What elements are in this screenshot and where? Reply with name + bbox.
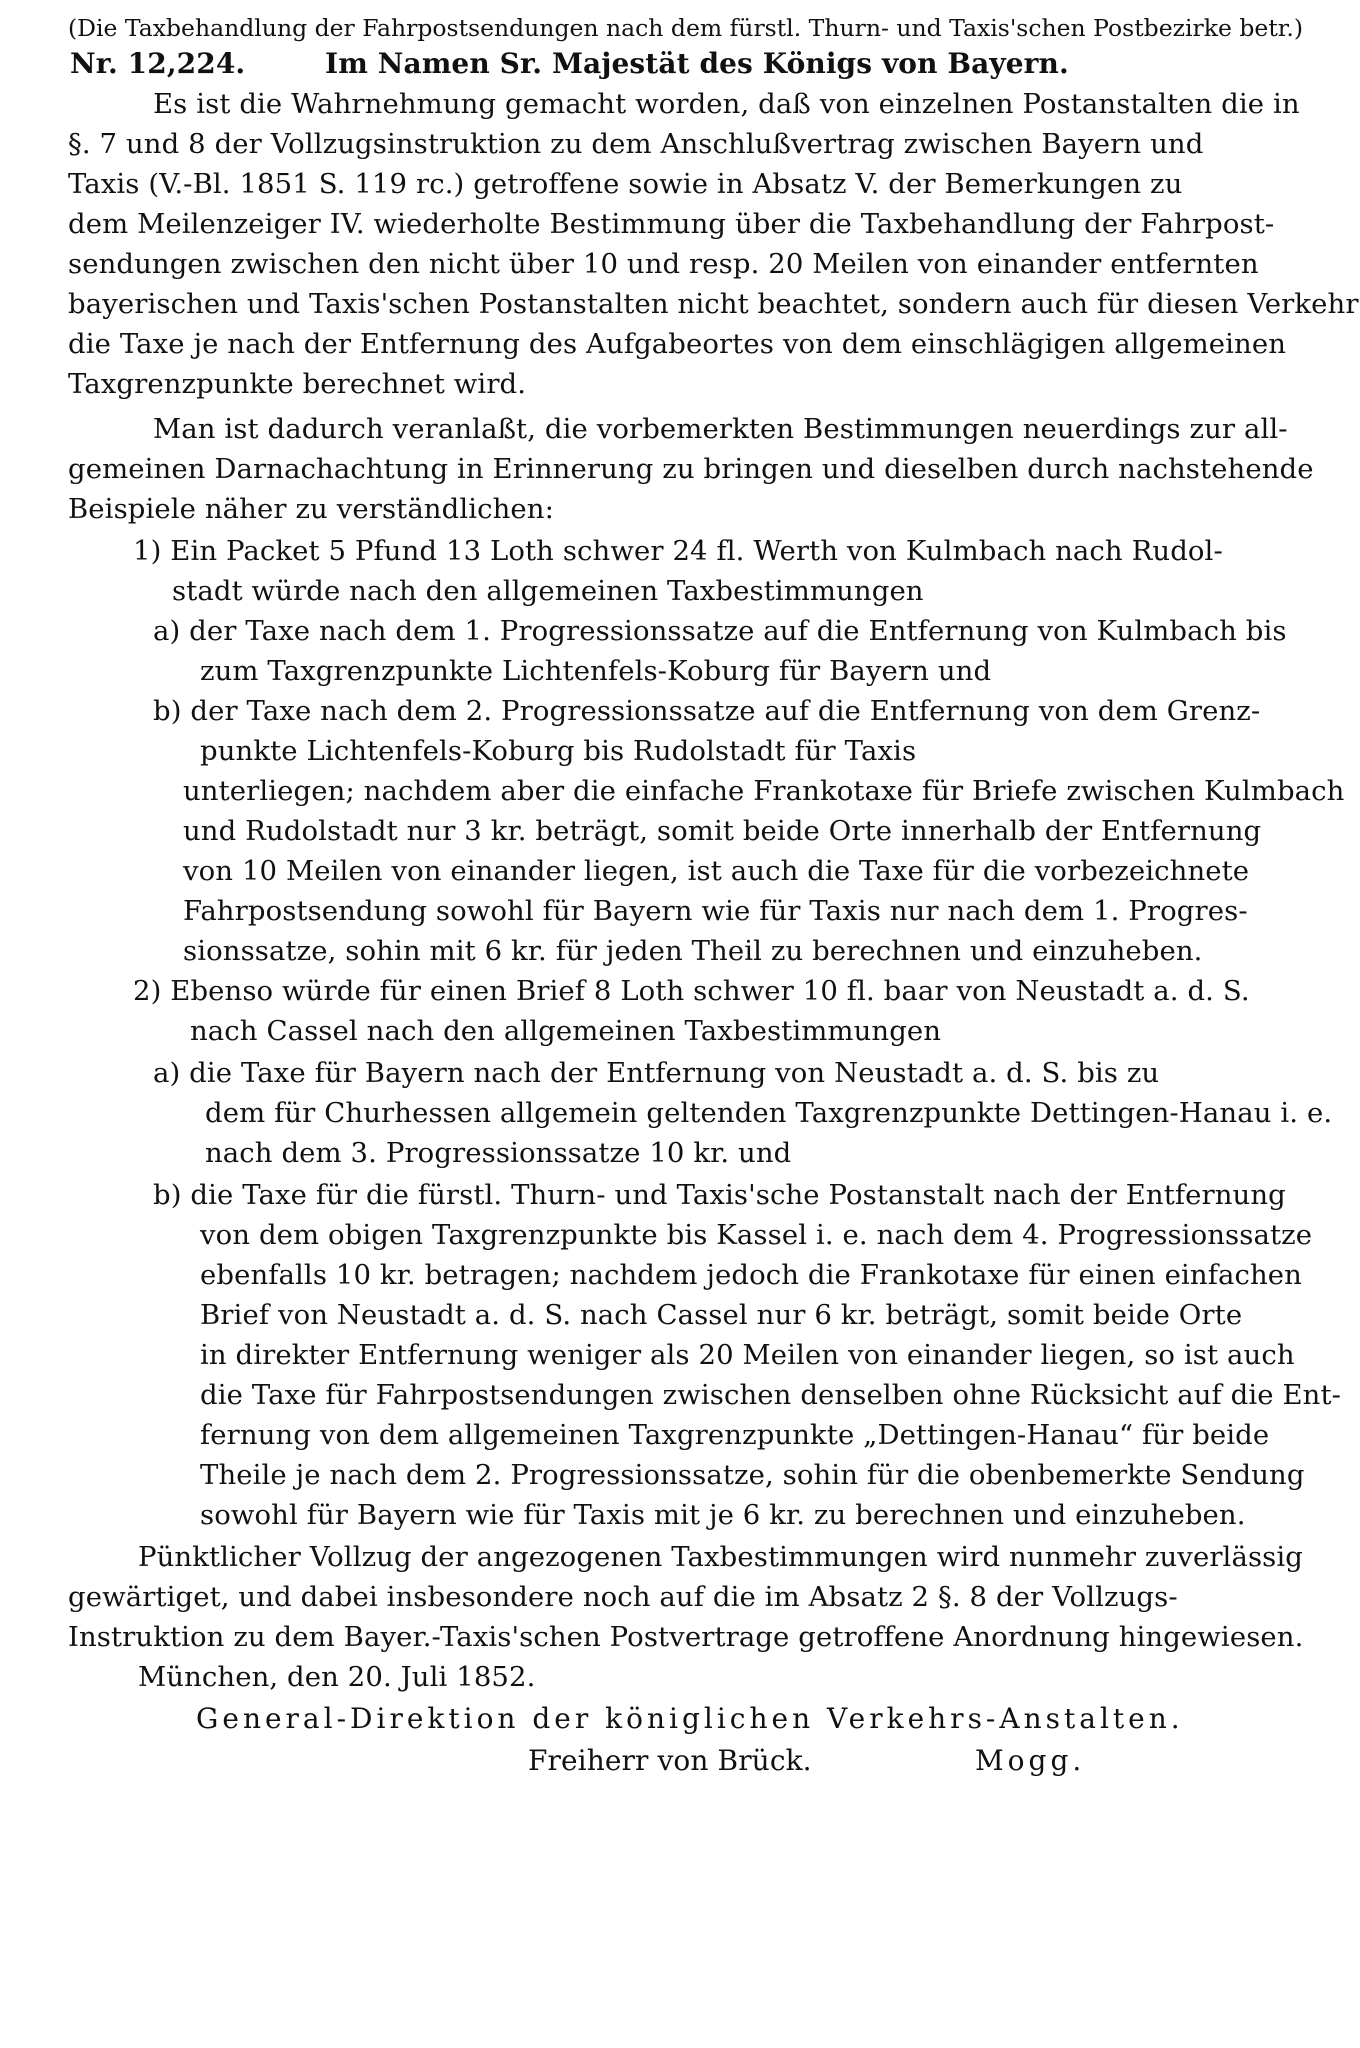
example-1-line: 1) Ein Packet 5 Pfund 13 Loth schwer 24 fl. Werth von Kulmbach nach Rudol-: [133, 535, 1223, 567]
signatory-left: Freiherr von Brück.: [528, 1744, 812, 1777]
example-2b-line: fernung von dem allgemeinen Taxgrenzpunkte „Dettingen-Hanau“ für beide: [200, 1419, 1270, 1451]
example-2b-line: Theile je nach dem 2. Progressionssatze, sohin für die obenbemerkte Sendung: [200, 1459, 1305, 1491]
issuing-authority: General-Direktion der königlichen Verkehrs-Anstalten.: [196, 1702, 1184, 1735]
place-date: München, den 20. Juli 1852.: [138, 1661, 536, 1693]
example-2b-line: sowohl für Bayern wie für Taxis mit je 6 kr. zu berechnen und einzuheben.: [200, 1499, 1246, 1531]
paragraph-line: §. 7 und 8 der Vollzugsinstruktion zu dem Anschlußvertrag zwischen Bayern und: [68, 128, 1204, 160]
example-1a-line: a) der Taxe nach dem 1. Progressionssatze auf die Entfernung von Kulmbach bis: [153, 615, 1287, 647]
example-2b-line: Brief von Neustadt a. d. S. nach Cassel nur 6 kr. beträgt, somit beide Orte: [200, 1299, 1243, 1331]
example-2b-line: in direkter Entfernung weniger als 20 Meilen von einander liegen, so ist auch: [200, 1339, 1295, 1371]
example-2b-line: die Taxe für Fahrpostsendungen zwischen denselben ohne Rücksicht auf die Ent-: [200, 1379, 1342, 1411]
example-2b-line: b) die Taxe für die fürstl. Thurn- und Taxis'sche Postanstalt nach der Entfernung: [153, 1179, 1286, 1211]
paragraph-line: bayerischen und Taxis'schen Postanstalten nicht beachtet, sondern auch für diesen Verkehr: [68, 288, 1359, 320]
example-1b-line: b) der Taxe nach dem 2. Progressionssatze auf die Entfernung von dem Grenz-: [153, 695, 1261, 727]
example-2-line: 2) Ebenso würde für einen Brief 8 Loth schwer 10 fl. baar von Neustadt a. d. S.: [133, 975, 1250, 1007]
paragraph-line: Taxis (V.-Bl. 1851 S. 119 rc.) getroffene sowie in Absatz V. der Bemerkungen zu: [68, 168, 1183, 200]
example-1-conclusion-line: von 10 Meilen von einander liegen, ist auch die Taxe für die vorbezeichnete: [183, 855, 1250, 887]
document-title: Im Namen Sr. Majestät des Königs von Bayern.: [325, 47, 1069, 80]
document-header: (Die Taxbehandlung der Fahrpostsendungen nach dem fürstl. Thurn- und Taxis'schen Postbezirke betr.): [68, 14, 1304, 42]
example-1b-line: punkte Lichtenfels-Koburg bis Rudolstadt für Taxis: [200, 735, 917, 767]
paragraph-line: die Taxe je nach der Entfernung des Aufgabeortes von dem einschlägigen allgemeinen: [68, 328, 1287, 360]
example-2a-line: a) die Taxe für Bayern nach der Entfernung von Neustadt a. d. S. bis zu: [153, 1057, 1160, 1089]
paragraph-line: Man ist dadurch veranlaßt, die vorbemerkten Bestimmungen neuerdings zur all-: [153, 413, 1288, 445]
paragraph-line: gemeinen Darnachachtung in Erinnerung zu bringen und dieselben durch nachstehende: [68, 453, 1314, 485]
example-1a-line: zum Taxgrenzpunkte Lichtenfels-Koburg für Bayern und: [200, 655, 992, 687]
closing-line: Pünktlicher Vollzug der angezogenen Taxbestimmungen wird nunmehr zuverlässig: [138, 1541, 1303, 1573]
signatory-right: Mogg.: [975, 1744, 1086, 1777]
closing-line: gewärtiget, und dabei insbesondere noch auf die im Absatz 2 §. 8 der Vollzugs-: [68, 1581, 1178, 1613]
example-1-conclusion-line: und Rudolstadt nur 3 kr. beträgt, somit beide Orte innerhalb der Entfernung: [183, 815, 1262, 847]
paragraph-line: Taxgrenzpunkte berechnet wird.: [68, 368, 527, 400]
paragraph-line: Beispiele näher zu verständlichen:: [68, 493, 554, 525]
paragraph-line: Es ist die Wahrnehmung gemacht worden, daß von einzelnen Postanstalten die in: [153, 88, 1300, 120]
example-1-conclusion-line: sionssatze, sohin mit 6 kr. für jeden Theil zu berechnen und einzuheben.: [183, 935, 1203, 967]
example-1-conclusion-line: Fahrpostsendung sowohl für Bayern wie für Taxis nur nach dem 1. Progres-: [183, 895, 1248, 927]
paragraph-line: sendungen zwischen den nicht über 10 und resp. 20 Meilen von einander entfernten: [68, 248, 1259, 280]
example-2-line: nach Cassel nach den allgemeinen Taxbestimmungen: [190, 1015, 942, 1047]
example-2a-line: dem für Churhessen allgemein geltenden Taxgrenzpunkte Dettingen-Hanau i. e.: [205, 1097, 1333, 1129]
example-2b-line: ebenfalls 10 kr. betragen; nachdem jedoch die Frankotaxe für einen einfachen: [200, 1259, 1302, 1291]
example-1-line: stadt würde nach den allgemeinen Taxbestimmungen: [172, 575, 924, 607]
document-number: Nr. 12,224.: [70, 47, 246, 80]
example-1-conclusion-line: unterliegen; nachdem aber die einfache Frankotaxe für Briefe zwischen Kulmbach: [183, 775, 1345, 807]
closing-line: Instruktion zu dem Bayer.-Taxis'schen Postvertrage getroffene Anordnung hingewiesen.: [68, 1621, 1304, 1653]
example-2a-line: nach dem 3. Progressionssatze 10 kr. und: [205, 1137, 792, 1169]
paragraph-line: dem Meilenzeiger IV. wiederholte Bestimmung über die Taxbehandlung der Fahrpost-: [68, 208, 1275, 240]
example-2b-line: von dem obigen Taxgrenzpunkte bis Kassel i. e. nach dem 4. Progressionssatze: [200, 1219, 1313, 1251]
